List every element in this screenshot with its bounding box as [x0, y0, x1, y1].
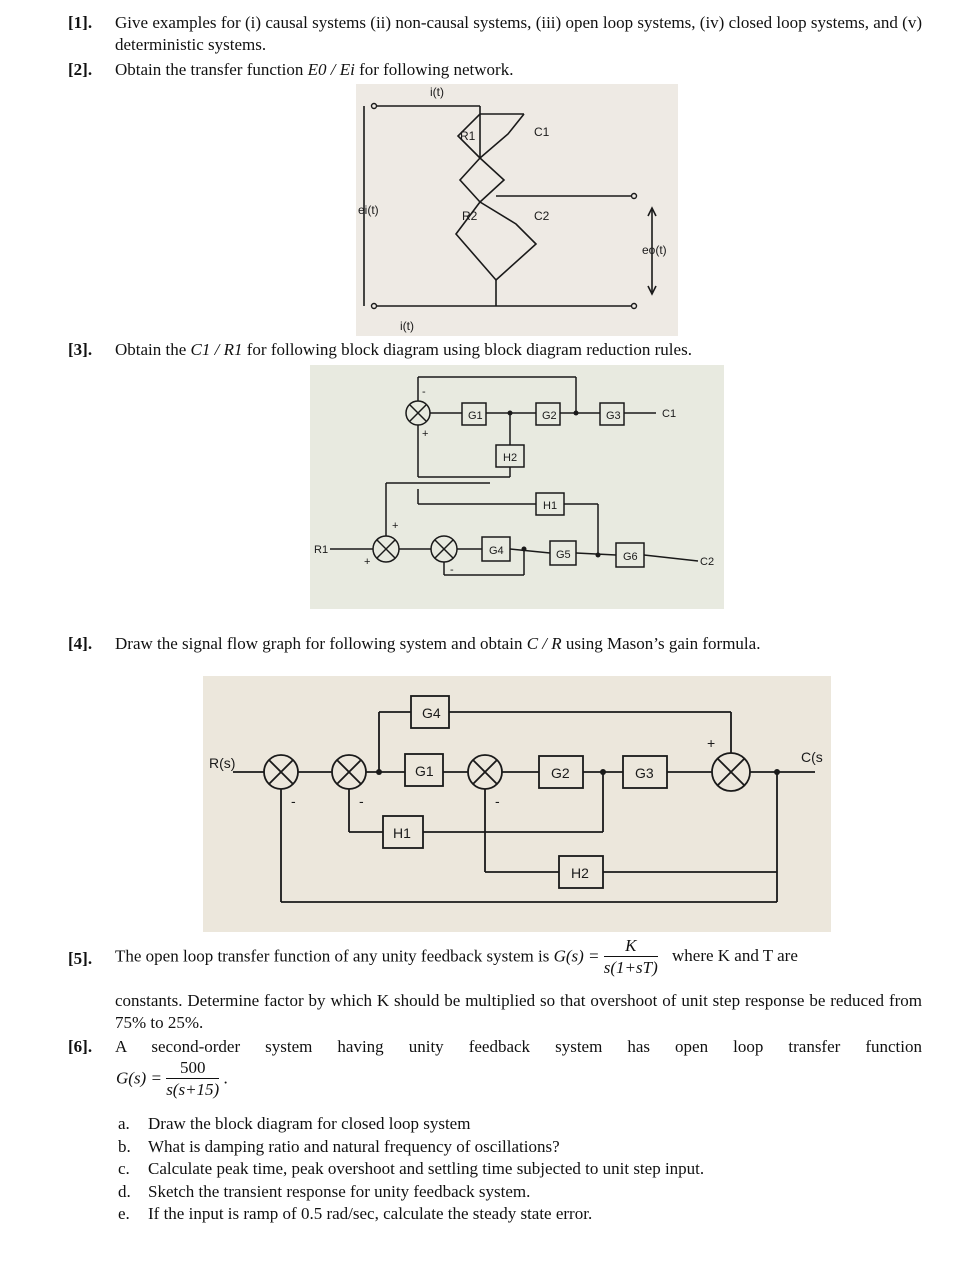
sign-label: - — [495, 793, 500, 809]
network-label: C1 — [534, 125, 550, 139]
signal-label: C2 — [700, 556, 715, 568]
signal-label: R(s) — [209, 755, 236, 771]
sign-label: + — [422, 428, 429, 440]
question-4-post: using Mason’s gain formula. — [565, 634, 761, 653]
question-6-formula: G(s) = $\frac{500}{s(s+15)}$ . — [116, 1058, 228, 1099]
sign-label: + — [707, 735, 716, 751]
block-label: G3 — [606, 410, 621, 422]
question-5-post: where K and T are — [672, 946, 798, 966]
question-5-lhs: G(s) = — [553, 946, 600, 966]
block-label: G4 — [489, 545, 504, 557]
question-6-lhs: G(s) = — [116, 1068, 162, 1088]
question-2-post: for following network. — [359, 60, 514, 79]
block-label: G2 — [542, 410, 557, 422]
sign-label: - — [450, 564, 454, 576]
question-3-post: for following block diagram using block diagram reduction rules. — [246, 340, 692, 359]
block-label: H1 — [393, 825, 411, 841]
list-item: b. What is damping ratio and natural frequency of oscillations? — [118, 1137, 560, 1156]
network-label: i(t) — [430, 85, 444, 99]
question-5 — [68, 936, 922, 992]
signal-label: C1 — [662, 408, 677, 420]
sign-label: + — [364, 556, 371, 568]
block-label: H2 — [571, 865, 589, 881]
question-2 — [68, 59, 922, 81]
network-label: R1 — [460, 129, 476, 143]
question-6-numerator: 500 — [166, 1058, 219, 1079]
network-label: ei(t) — [358, 203, 379, 217]
question-1-text: Give examples for (i) causal systems (ii) non-causal systems, (iii) open loop systems, (iv) closed loop systems, and (v) deterministic systems. — [115, 13, 922, 54]
network-label: R2 — [462, 209, 478, 223]
network-diagram — [356, 84, 678, 336]
question-2-expression: E0 / Ei — [307, 60, 355, 79]
question-6-number: [6]. — [68, 1037, 93, 1056]
question-2-pre: Obtain the transfer function — [115, 60, 304, 79]
question-5-fraction — [604, 936, 658, 979]
sign-label: + — [392, 520, 399, 532]
block-label: G4 — [422, 705, 441, 721]
question-3-number: [3]. — [68, 340, 93, 359]
block-label: H2 — [503, 452, 518, 464]
network-label: eo(t) — [642, 243, 667, 257]
question-4-number: [4]. — [68, 634, 93, 653]
network-figure — [356, 84, 678, 336]
question-5-continuation: constants. Determine factor by which K should be multiplied so that overshoot of unit step response be reduced from 75% to 25%. — [115, 991, 922, 1032]
question-6-fraction — [166, 1058, 219, 1101]
list-item: e. If the input is ramp of 0.5 rad/sec, calculate the steady state error. — [118, 1204, 593, 1223]
signal-flow-figure — [203, 676, 831, 932]
question-5-number: [5]. — [68, 949, 93, 968]
question-6-intro: A second-order system having unity feedback system has open loop transfer function — [115, 1037, 922, 1056]
question-6 — [68, 1036, 922, 1058]
list-item: c. Calculate peak time, peak overshoot and settling time subjected to unit step input. — [118, 1159, 705, 1178]
network-label: C2 — [534, 209, 550, 223]
question-5-pre: The open loop transfer function of any unity feedback system is — [115, 946, 550, 966]
block-diagram-figure — [310, 365, 724, 609]
block-label: G1 — [415, 763, 434, 779]
block-label: G2 — [551, 765, 570, 781]
signal-flow-diagram — [203, 676, 831, 932]
question-4-expression: C / R — [526, 634, 562, 653]
list-item: d. Sketch the transient response for unity feedback system. — [118, 1182, 531, 1201]
list-item: a. Draw the block diagram for closed loop system — [118, 1114, 471, 1133]
question-4 — [68, 633, 922, 655]
block-label: G3 — [635, 765, 654, 781]
question-1-number: [1]. — [68, 13, 93, 32]
question-3-expression: C1 / R1 — [190, 340, 243, 359]
question-3 — [68, 339, 922, 361]
block-label: H1 — [543, 500, 558, 512]
question-5-numerator: K — [604, 936, 658, 957]
question-3-pre: Obtain the — [115, 340, 187, 359]
question-6-denominator: s(s+15) — [166, 1080, 220, 1099]
question-1 — [68, 12, 922, 58]
question-4-pre: Draw the signal flow graph for following system and obtain — [115, 634, 523, 653]
network-label: i(t) — [400, 319, 414, 333]
block-diagram — [310, 365, 724, 609]
sign-label: - — [291, 793, 296, 809]
block-label: G6 — [623, 551, 638, 563]
question-2-number: [2]. — [68, 60, 93, 79]
sign-label: - — [359, 793, 364, 809]
signal-label: C(s — [801, 749, 823, 765]
question-5-denominator: s(1+sT) — [603, 958, 658, 977]
block-label: G1 — [468, 410, 483, 422]
signal-label: R1 — [314, 544, 329, 556]
block-label: G5 — [556, 549, 571, 561]
sign-label: - — [422, 386, 426, 398]
